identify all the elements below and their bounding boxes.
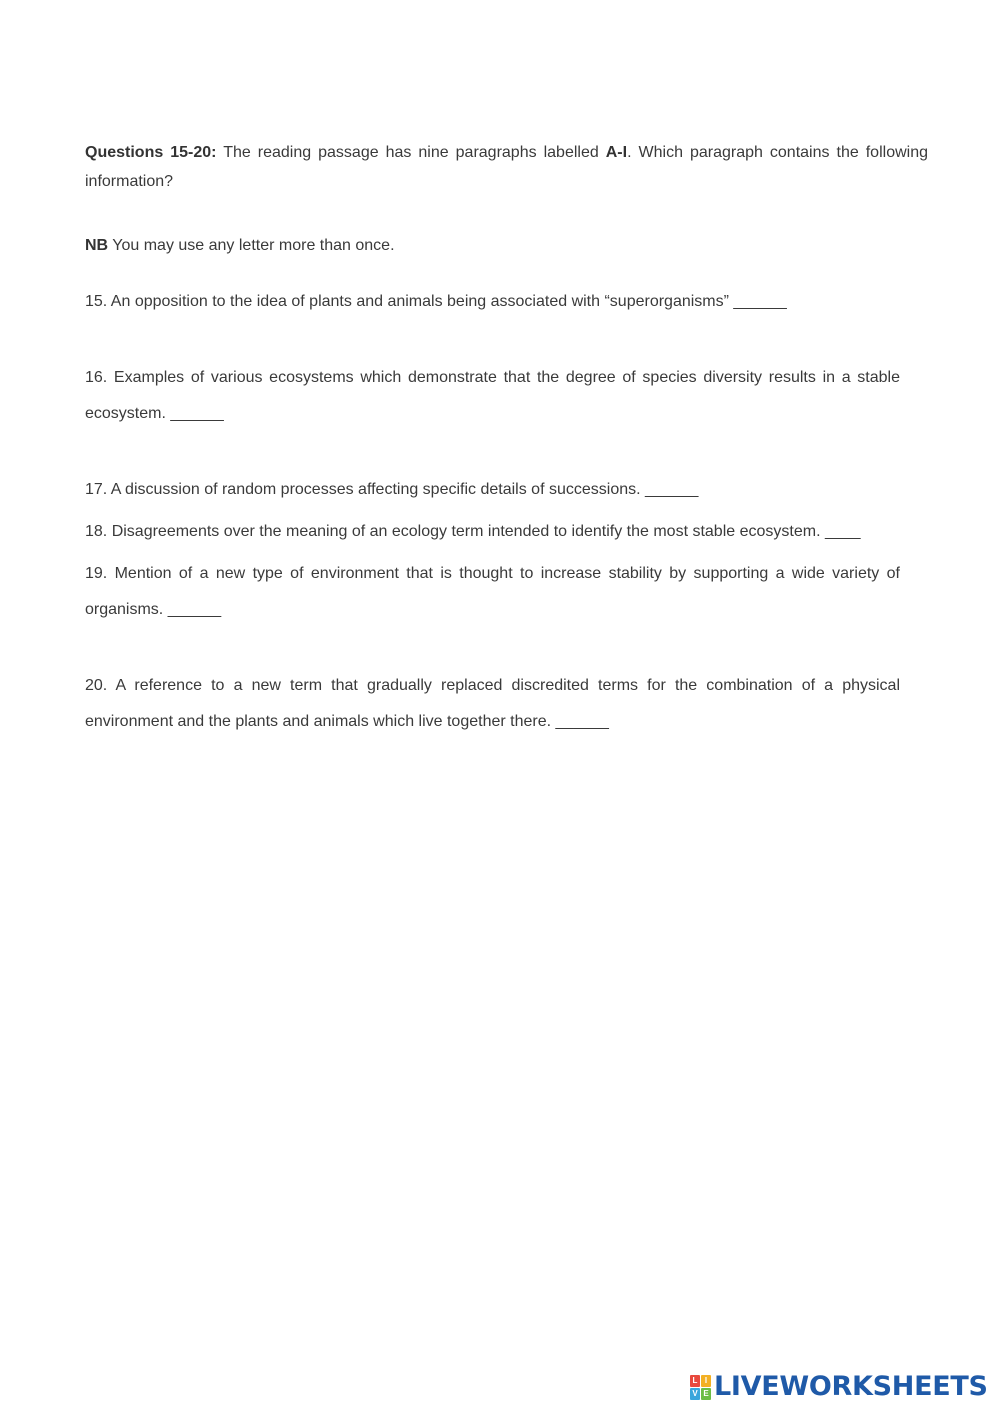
question-16-answer-blank[interactable]: ______ [170,405,224,422]
question-15-text: 15. An opposition to the idea of plants and animals being associated with “superorganisms” [85,293,729,310]
note [85,234,928,258]
instructions-text-after: . Which paragraph contains the following information? [85,144,928,190]
note-text: You may use any letter more than once. [108,237,395,254]
question-18-text: 18. Disagreements over the meaning of an ecology term intended to identify the most stable ecosystem. [85,523,821,540]
question-17-answer-blank[interactable]: ______ [645,481,699,498]
question-15-answer-blank[interactable]: ______ [733,293,787,310]
liveworksheets-logo [690,1372,988,1402]
question-19-text: 19. Mention of a new type of environment that is thought to increase stability by supporting a wide variety of organisms. [85,565,900,618]
question-19 [85,556,900,628]
question-16 [85,360,900,432]
logo-mark-letter-l: L [690,1375,700,1387]
liveworksheets-logo-icon [690,1375,711,1400]
question-20-text: 20. A reference to a new term that gradually replaced discredited terms for the combination of a physical environment and the plants and animals which live together there. [85,677,900,730]
logo-mark-letter-i: I [701,1375,711,1387]
question-15 [85,284,928,320]
question-18 [85,514,928,550]
note-label: NB [85,237,109,254]
question-18-answer-blank[interactable]: ____ [824,523,861,540]
question-17-text: 17. A discussion of random processes affecting specific details of successions. [85,481,641,498]
question-20 [85,668,900,740]
instructions-text-before: The reading passage has nine paragraphs labelled [216,144,606,161]
question-19-answer-blank[interactable]: ______ [167,601,222,618]
instructions-label: Questions 15-20: [85,144,217,161]
logo-text: LIVEWORKSHEETS [714,1371,988,1402]
question-16-text: 16. Examples of various ecosystems which demonstrate that the degree of species diversity results in a stable ecosystem. [85,369,900,422]
logo-mark-letter-v: V [690,1388,700,1400]
worksheet-content [85,138,928,740]
question-20-answer-blank[interactable]: ______ [555,713,609,730]
instructions [85,138,928,196]
paragraph-range: A-I [605,144,628,161]
logo-mark-letter-e: E [701,1388,711,1400]
question-17 [85,472,928,508]
